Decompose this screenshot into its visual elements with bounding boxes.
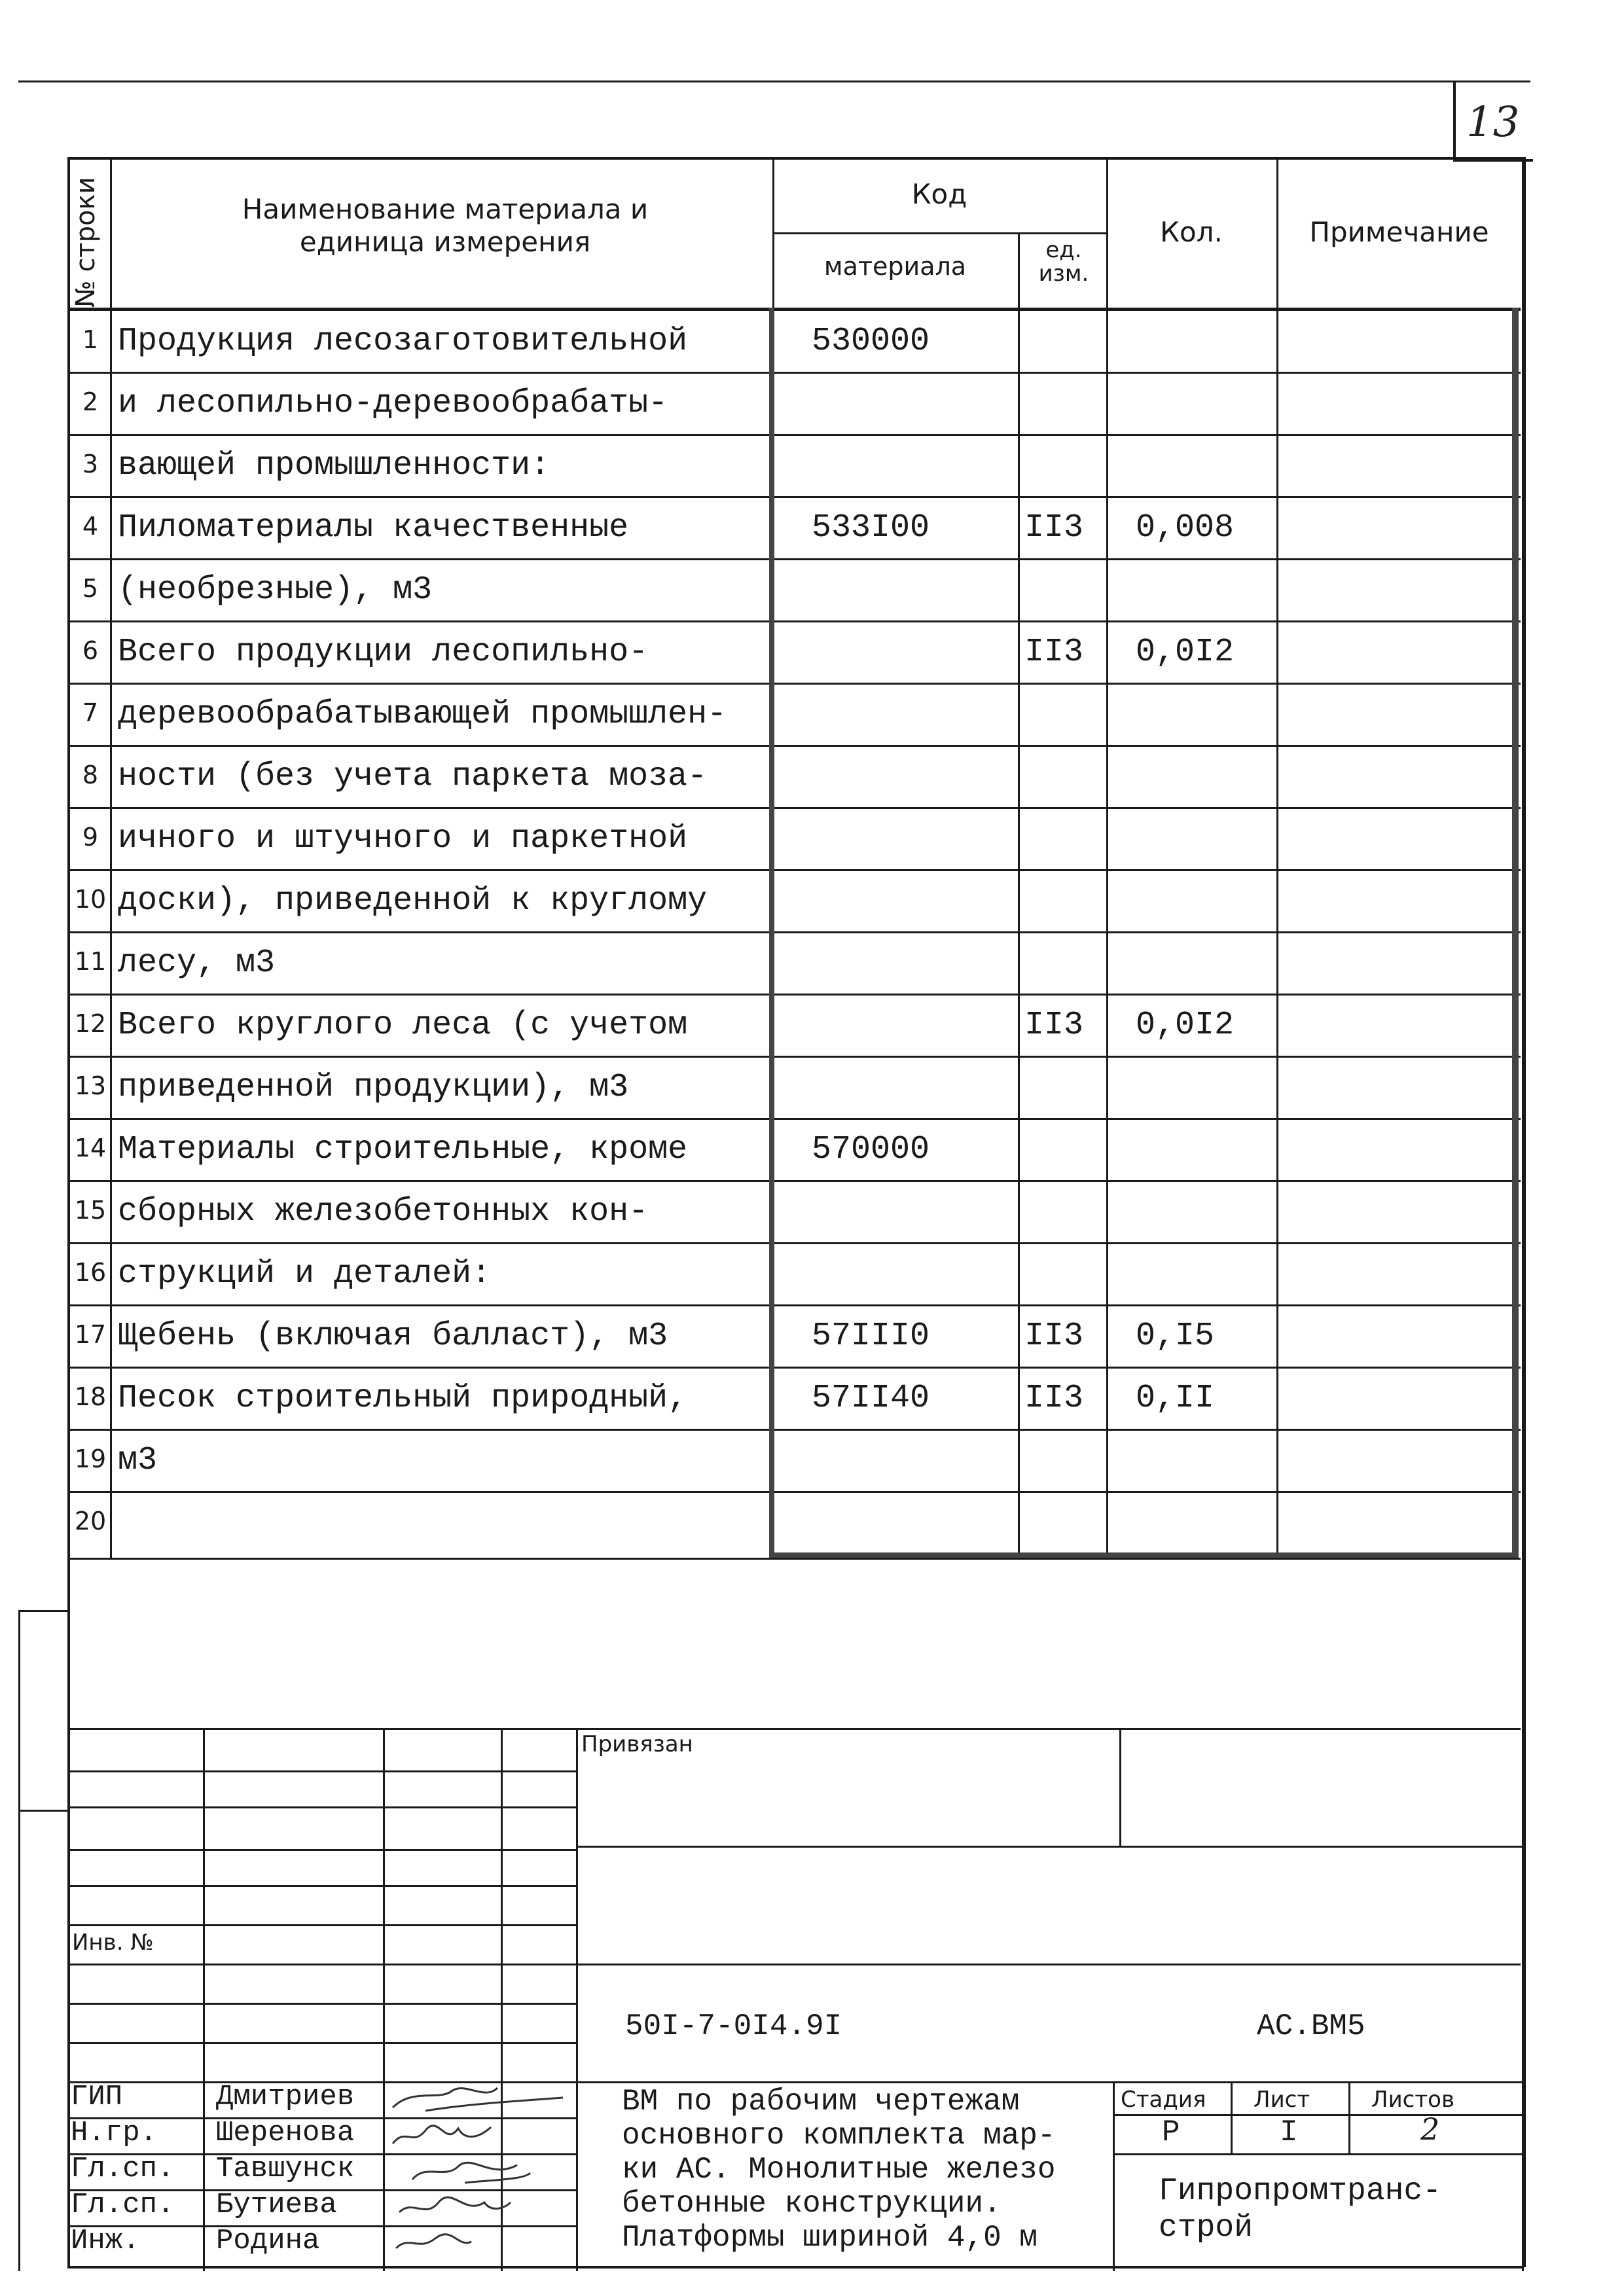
stage-block-left bbox=[1113, 2081, 1115, 2271]
row-divider bbox=[67, 931, 1521, 933]
thick-border-left bbox=[769, 308, 774, 1558]
unit-code: II3 bbox=[1024, 1318, 1084, 1355]
header-material-code: материала bbox=[823, 252, 967, 281]
row-divider bbox=[67, 745, 1521, 747]
material-name: м3 bbox=[118, 1442, 158, 1479]
row-number: 15 bbox=[74, 1196, 107, 1225]
row-number: 13 bbox=[74, 1071, 107, 1100]
header-quantity: Кол. bbox=[1160, 216, 1223, 248]
stage-divider bbox=[1231, 2081, 1233, 2153]
signature-tavshunsk bbox=[412, 2162, 530, 2183]
row-number: 1 bbox=[82, 325, 99, 354]
doc-code-bottom bbox=[576, 2081, 1522, 2083]
row-divider bbox=[67, 683, 1521, 685]
signatures bbox=[386, 2081, 576, 2265]
sheets-label: Листов bbox=[1371, 2087, 1455, 2113]
top-border bbox=[18, 81, 1530, 82]
material-name: Материалы строительные, кроме bbox=[118, 1131, 688, 1168]
material-name: деревообрабатывающей промышлен- bbox=[118, 696, 727, 733]
inventory-number-label: Инв. № bbox=[72, 1929, 154, 1956]
row-divider bbox=[67, 1429, 1521, 1431]
name-dmitriev: Дмитриев bbox=[216, 2081, 355, 2113]
material-name: (необрезные), м3 bbox=[118, 571, 433, 609]
right-outer-border bbox=[1522, 157, 1524, 2271]
description-line: ВМ по рабочим чертежам bbox=[622, 2085, 1020, 2119]
material-name: Всего круглого леса (с учетом bbox=[118, 1007, 688, 1044]
signature-sherenova bbox=[393, 2126, 491, 2144]
material-name: лесу, м3 bbox=[118, 944, 276, 982]
row-divider bbox=[67, 558, 1521, 560]
quantity: 0,0I2 bbox=[1136, 634, 1235, 671]
header-code: Код bbox=[911, 178, 967, 210]
quantity: 0,0I2 bbox=[1136, 1007, 1235, 1044]
organization bbox=[1159, 2173, 1441, 2246]
sheet-description bbox=[622, 2085, 1056, 2255]
signature-dmitriev bbox=[393, 2088, 563, 2111]
material-name: Песок строительный природный, bbox=[118, 1380, 688, 1417]
description-line: бетонные конструкции. bbox=[622, 2187, 1001, 2221]
row-number: 20 bbox=[74, 1507, 107, 1535]
code-subheader-line bbox=[772, 232, 1106, 234]
row-divider bbox=[67, 1180, 1521, 1182]
stage-label: Стадия bbox=[1121, 2087, 1206, 2113]
row-divider bbox=[67, 1118, 1521, 1120]
tb-row-line bbox=[67, 2042, 576, 2044]
row-number: 12 bbox=[74, 1009, 107, 1038]
sheet-value: I bbox=[1280, 2115, 1298, 2149]
row-divider bbox=[67, 1242, 1521, 1244]
col-divider-unit bbox=[1106, 157, 1108, 1558]
header-row-number: № строки bbox=[71, 177, 101, 308]
privyazan-label: Привязан bbox=[581, 1731, 693, 1757]
tb-row-line bbox=[67, 1806, 576, 1808]
row-divider bbox=[67, 1056, 1521, 1058]
quantity: 0,I5 bbox=[1136, 1318, 1215, 1355]
header-unit-code: ед. изм. bbox=[1038, 237, 1089, 287]
table-bottom-line bbox=[67, 1558, 1521, 1560]
margin-line bbox=[18, 1610, 20, 2271]
material-name: Всего продукции лесопильно- bbox=[118, 634, 649, 671]
material-code: 570000 bbox=[812, 1131, 930, 1168]
privyazan-bottom bbox=[576, 1846, 1522, 1848]
material-name: доски), приведенной к круглому bbox=[118, 882, 708, 920]
material-name: сборных железобетонных кон- bbox=[118, 1193, 649, 1230]
unit-code: II3 bbox=[1024, 1380, 1084, 1417]
row-number: 18 bbox=[74, 1382, 107, 1411]
thick-border-right bbox=[1512, 308, 1519, 1558]
row-number: 6 bbox=[82, 636, 99, 665]
col-divider-code bbox=[1018, 232, 1020, 1558]
organization-line: Гипропромтранс- bbox=[1159, 2174, 1442, 2209]
stage-value: Р bbox=[1162, 2115, 1180, 2149]
row-number: 2 bbox=[82, 387, 99, 416]
description-line: ки АС. Монолитные железо bbox=[622, 2153, 1056, 2187]
description-line: основного комплекта мар- bbox=[622, 2119, 1056, 2153]
row-divider bbox=[67, 869, 1521, 871]
tb-top-line bbox=[67, 1728, 1521, 1730]
material-name: приведенной продукции), м3 bbox=[118, 1069, 629, 1106]
material-code: 57II40 bbox=[812, 1380, 930, 1417]
row-divider bbox=[67, 620, 1521, 622]
name-butieva: Бутиева bbox=[216, 2189, 337, 2221]
row-number: 5 bbox=[82, 574, 99, 603]
signature-butieva bbox=[399, 2197, 511, 2212]
description-line: Платформы шириной 4,0 м bbox=[622, 2221, 1038, 2255]
row-number: 4 bbox=[82, 512, 99, 541]
names-column bbox=[216, 2079, 354, 2259]
stage-values-line bbox=[1113, 2153, 1522, 2155]
role-chief-specialist: Гл.сп. bbox=[71, 2153, 175, 2185]
row-number: 7 bbox=[82, 698, 99, 727]
tb-row-line bbox=[67, 2003, 576, 2005]
signature-rodina bbox=[396, 2234, 471, 2248]
tb-row-line bbox=[67, 1849, 576, 1851]
material-code: 57III0 bbox=[812, 1318, 930, 1355]
quantity: 0,II bbox=[1136, 1380, 1215, 1417]
material-name: ности (без учета паркета моза- bbox=[118, 758, 708, 795]
material-name: и лесопильно-деревообрабаты- bbox=[118, 385, 668, 422]
row-number: 9 bbox=[82, 823, 99, 852]
row-divider bbox=[67, 434, 1521, 436]
thick-border-bottom bbox=[769, 1552, 1519, 1558]
name-rodina: Родина bbox=[216, 2225, 320, 2257]
material-code: 530000 bbox=[812, 323, 930, 360]
role-group-lead: Н.гр. bbox=[71, 2117, 158, 2149]
roles-column bbox=[71, 2079, 174, 2259]
header-material-name: Наименование материала и единица измерения bbox=[242, 193, 649, 259]
row-divider bbox=[67, 1367, 1521, 1369]
privyazan-divider bbox=[1119, 1728, 1121, 1846]
material-name: Щебень (включая балласт), м3 bbox=[118, 1318, 668, 1355]
row-divider bbox=[67, 807, 1521, 809]
row-number: 19 bbox=[74, 1444, 107, 1473]
tb-row-line bbox=[67, 1885, 576, 1887]
name-sherenova: Шеренова bbox=[216, 2117, 355, 2149]
row-number: 3 bbox=[82, 450, 99, 478]
tb-row-line bbox=[67, 1770, 576, 1772]
material-name: вающей промышленности: bbox=[118, 447, 550, 484]
col-divider-num bbox=[110, 157, 112, 1558]
role-chief-specialist: Гл.сп. bbox=[71, 2189, 175, 2221]
row-divider bbox=[67, 1304, 1521, 1306]
sheet-label: Лист bbox=[1254, 2087, 1310, 2113]
row-number: 16 bbox=[74, 1258, 107, 1287]
material-name: Пиломатериалы качественные bbox=[118, 509, 629, 547]
row-divider bbox=[67, 372, 1521, 374]
page-number: 13 bbox=[1466, 98, 1520, 147]
tb-bottom-line bbox=[67, 2266, 1522, 2269]
unit-code: II3 bbox=[1024, 509, 1084, 547]
row-number: 11 bbox=[74, 947, 107, 976]
name-tavshunsk: Тавшунск bbox=[216, 2153, 355, 2185]
material-name: Продукция лесозаготовительной bbox=[118, 323, 688, 360]
material-name: струкций и деталей: bbox=[118, 1255, 492, 1293]
row-divider bbox=[67, 1491, 1521, 1493]
material-code: 533I00 bbox=[812, 509, 930, 547]
margin-mark-mid bbox=[18, 1810, 67, 1812]
col-divider-qty bbox=[1276, 157, 1278, 1558]
header-bottom-line bbox=[67, 308, 1521, 311]
margin-mark-top bbox=[18, 1610, 67, 1612]
document-mark: АС.ВМ5 bbox=[1257, 2009, 1365, 2043]
row-divider bbox=[67, 496, 1521, 498]
row-number: 10 bbox=[74, 885, 107, 914]
material-name: ичного и штучного и паркетной bbox=[118, 820, 688, 857]
tb-row-line bbox=[67, 1964, 1521, 1965]
sheet-divider bbox=[1348, 2081, 1350, 2153]
header-note: Примечание bbox=[1309, 216, 1489, 248]
quantity: 0,008 bbox=[1136, 509, 1235, 547]
row-number: 14 bbox=[74, 1134, 107, 1162]
row-number: 17 bbox=[74, 1320, 107, 1349]
document-code: 50I-7-0I4.9I bbox=[625, 2009, 842, 2043]
role-engineer: Инж. bbox=[71, 2225, 140, 2257]
row-divider bbox=[67, 994, 1521, 996]
row-number: 8 bbox=[82, 761, 99, 789]
unit-code: II3 bbox=[1024, 1007, 1084, 1044]
tb-row-line bbox=[67, 1924, 576, 1926]
sheets-value: 2 bbox=[1420, 2111, 1440, 2147]
organization-line: строй bbox=[1159, 2210, 1254, 2246]
role-gip: ГИП bbox=[71, 2081, 123, 2113]
unit-code: II3 bbox=[1024, 634, 1084, 671]
tb-col-4 bbox=[576, 1728, 578, 2271]
